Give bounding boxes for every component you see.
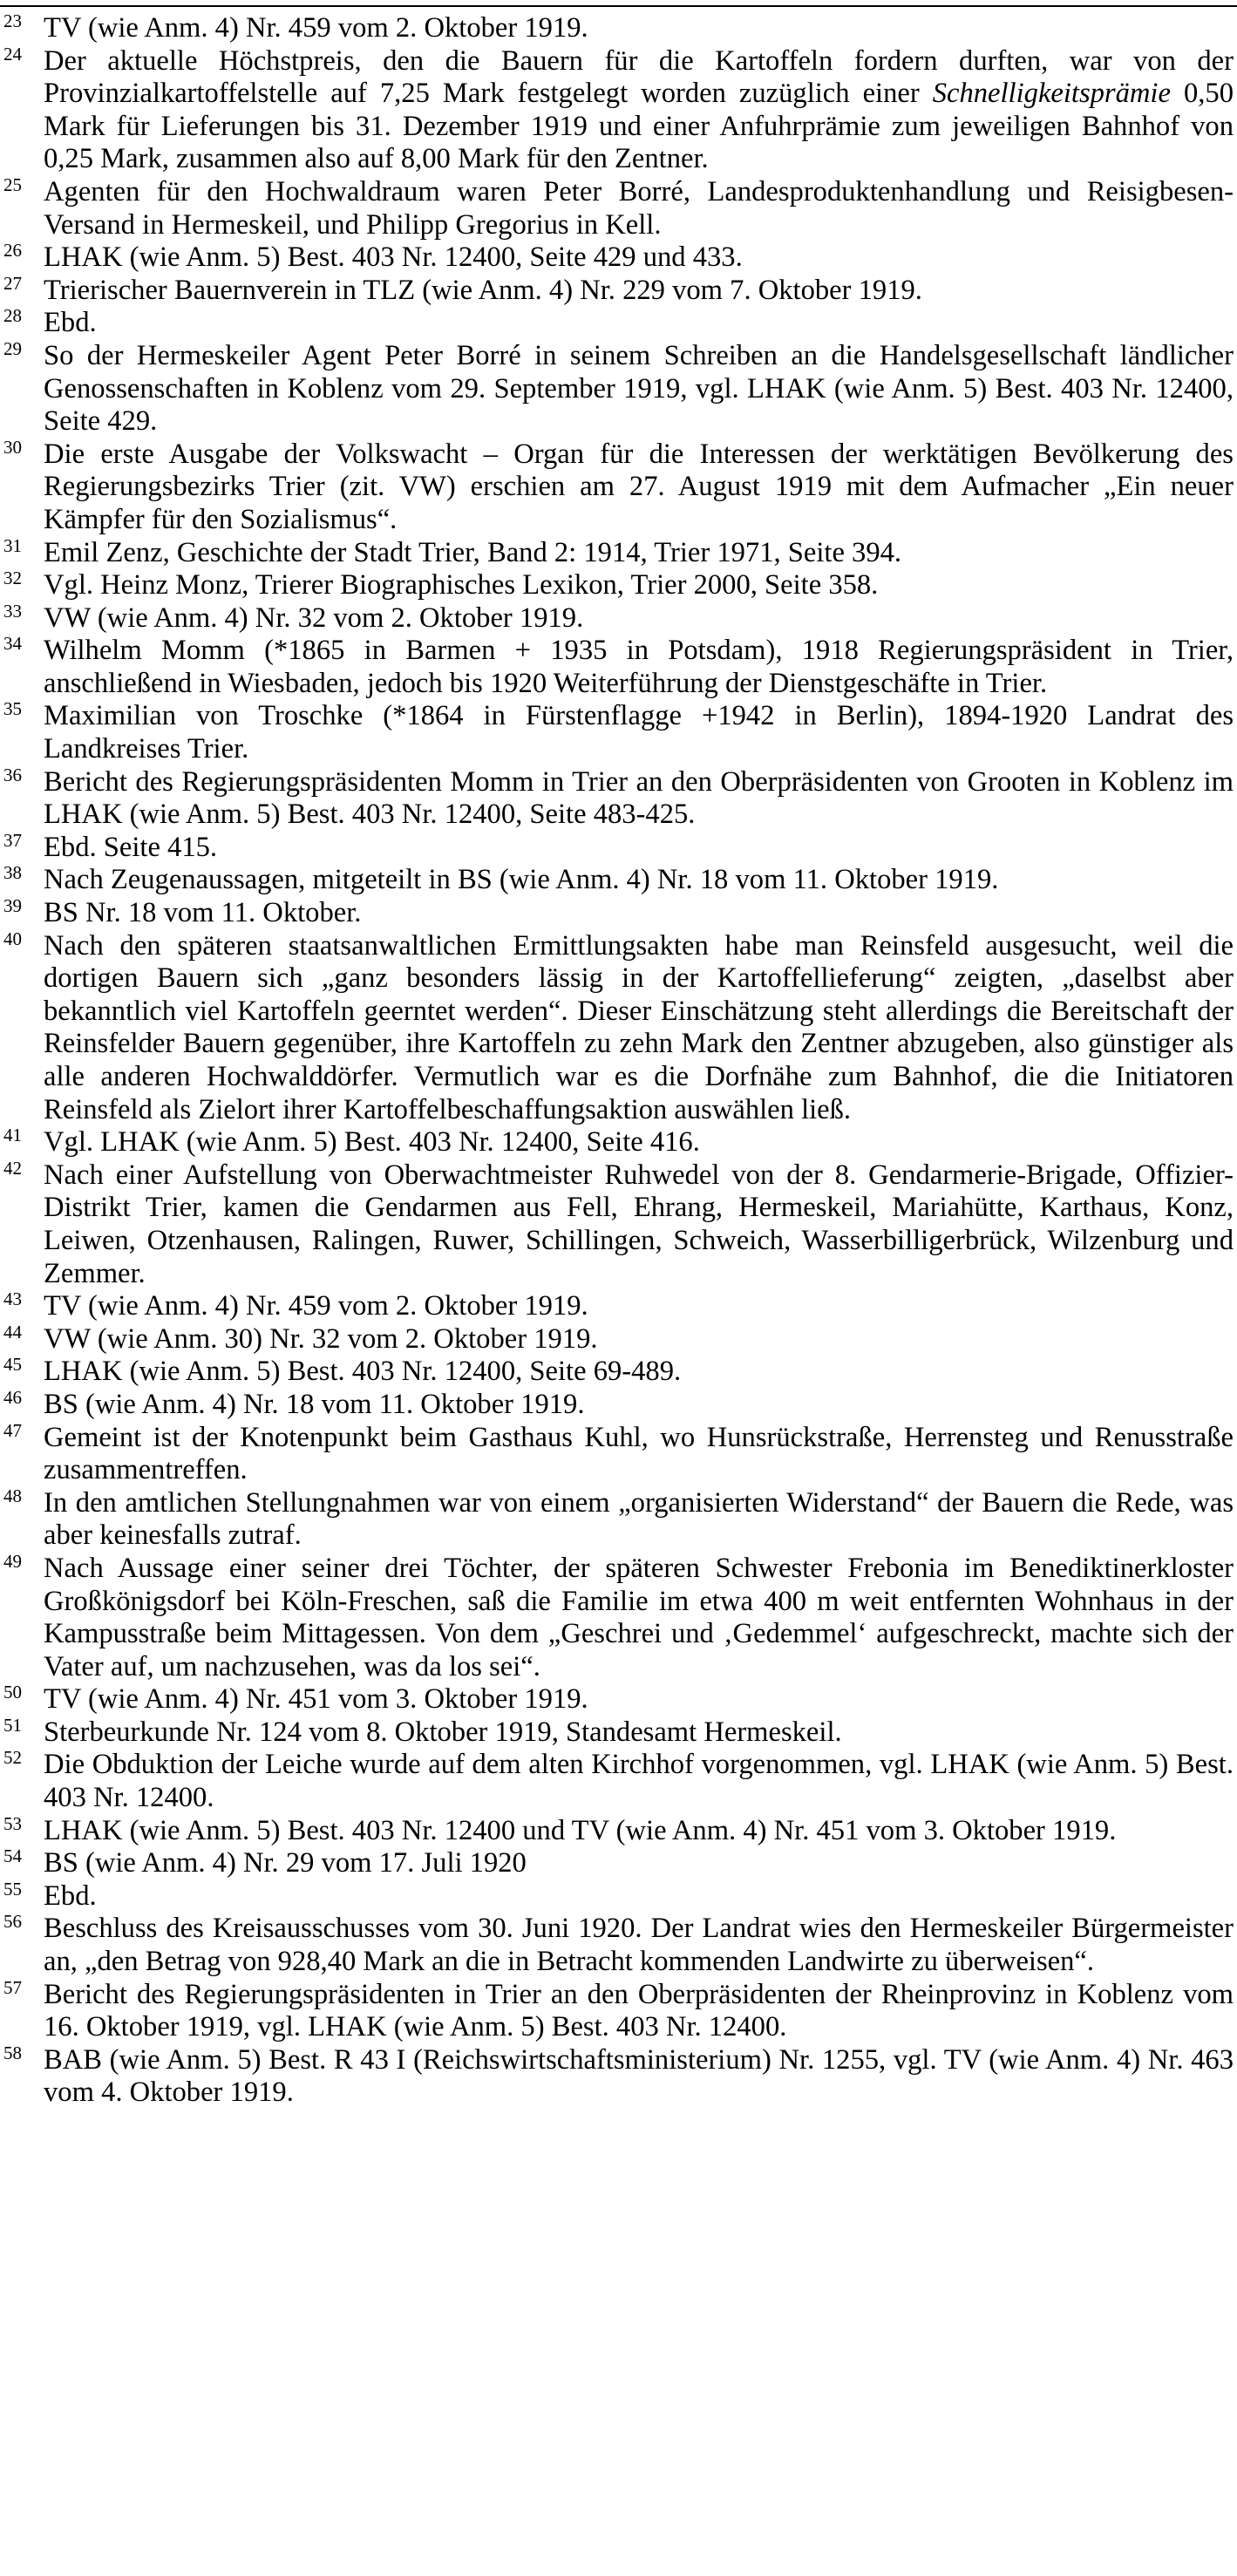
footnote — [0, 2044, 1237, 2110]
footnote-text-part: Vgl. Heinz Monz, Trierer Biographisches Lexikon, Trier 2000, Seite 358. — [44, 569, 879, 602]
footnote-text-part: Maximilian von Troschke (*1864 in Fürstenflagge +1942 in Berlin), 1894-1920 Landrat des Landkreises Trier. — [44, 700, 1234, 765]
footnote-text — [44, 176, 1234, 241]
footnote-text — [44, 1487, 1234, 1552]
footnote-text — [44, 1323, 598, 1355]
footnote-text-part: TV (wie Anm. 4) Nr. 459 vom 2. Oktober 1919. — [44, 1290, 588, 1322]
footnote-number: 29 — [3, 337, 22, 359]
footnote-text-part: Nach den späteren staatsanwaltlichen Ermittlungsakten habe man Reinsfeld ausgesucht, weil die dortigen Bauern sich „ganz besonders lässig in der Kartoffellieferung“ zeigten, „daselbst aber bekanntlich viel Kartoffeln geerntet werden“. Dieser Einschätzung steht allerdings die Bereitschaft der Reinsfelder Bauern gegenüber, ihre Kartoffeln zu zehn Mark den Zentner abzugeben, also günstiger als alle anderen Hochwalddörfer. Vermutlich war es die Dorfnähe zum Bahnhof, die die Initiatoren Reinsfeld als Zielort ihrer Kartoffelbeschaffungsaktion auswählen ließ. — [44, 929, 1234, 1125]
footnote-number: 53 — [3, 1812, 22, 1834]
footnote-text — [44, 1553, 1234, 1682]
footnote — [0, 241, 1237, 275]
footnote-number: 31 — [3, 534, 22, 556]
footnote-list — [0, 12, 1237, 2110]
footnote — [0, 1290, 1237, 1323]
footnote-text-part: Wilhelm Momm (*1865 in Barmen + 1935 in Potsdam), 1918 Regierungspräsident in Trier, anschließend in Wiesbaden, jedoch bis 1920 Weiterführung der Dienstgeschäfte in Trier. — [44, 635, 1234, 699]
footnote-text-part: Gemeint ist der Knotenpunkt beim Gasthaus Kuhl, wo Hunsrückstraße, Herrensteg und Renusstraße zusammentreffen. — [44, 1421, 1234, 1486]
footnote-text — [44, 1913, 1234, 1977]
footnote-number: 44 — [3, 1321, 22, 1342]
footnote-text-part: Ebd. Seite 415. — [44, 831, 218, 863]
footnote-number: 47 — [3, 1419, 22, 1441]
footnote-number: 23 — [3, 10, 22, 31]
footnote — [0, 1550, 1237, 1683]
footnote-text-part: Emil Zenz, Geschichte der Stadt Trier, Band 2: 1914, Trier 1971, Seite 394. — [44, 536, 902, 568]
footnote-text — [44, 1126, 700, 1158]
footnote-text — [44, 832, 217, 863]
footnote-number: 45 — [3, 1354, 22, 1376]
footnote-number: 30 — [3, 436, 22, 458]
footnote-text-part: BS (wie Anm. 4) Nr. 18 vom 11. Oktober 1919. — [44, 1388, 585, 1420]
footnote-text — [44, 1290, 588, 1322]
footnote-number: 34 — [3, 633, 22, 655]
footnote — [0, 173, 1237, 241]
footnote — [0, 1913, 1237, 1978]
footnote — [0, 272, 1237, 308]
footnote-number: 58 — [3, 2042, 22, 2063]
footnote-number: 25 — [3, 173, 22, 195]
footnote-text — [44, 1979, 1234, 2043]
footnote — [0, 1812, 1237, 1848]
footnote-number: 35 — [3, 698, 22, 720]
footnote-text — [44, 2044, 1234, 2109]
footnote — [0, 1386, 1237, 1422]
footnote-text-part: Nach Zeugenaussagen, mitgeteilt in BS (wie Anm. 4) Nr. 18 vom 11. Oktober 1919. — [44, 864, 999, 896]
footnote-text — [44, 275, 922, 306]
footnote-text — [44, 1356, 681, 1387]
footnote — [0, 766, 1237, 832]
footnote-number: 41 — [3, 1125, 22, 1146]
footnote-text-part: VW (wie Anm. 4) Nr. 32 vom 2. Oktober 1919. — [44, 602, 584, 634]
footnote-number: 28 — [3, 305, 22, 327]
footnote-text-part: TV (wie Anm. 4) Nr. 459 vom 2. Oktober 1919. — [44, 12, 588, 44]
footnote-text — [44, 700, 1234, 765]
footnote-text-part: Sterbeurkunde Nr. 124 vom 8. Oktober 1919, Standesamt Hermeskeil. — [44, 1716, 842, 1748]
footnote-text-part: Agenten für den Hochwaldraum waren Peter Borré, Landesproduktenhandlung und Reisigbesen-Versand in Hermeskeil, und Philipp Gregorius in Kell. — [44, 175, 1234, 241]
footnote — [0, 569, 1237, 602]
footnote-separator-rule — [0, 5, 1237, 7]
footnote-number: 48 — [3, 1485, 22, 1506]
footnote — [0, 1126, 1237, 1159]
footnote-text-part: TV (wie Anm. 4) Nr. 451 vom 3. Oktober 1919. — [44, 1683, 588, 1716]
footnote-number: 36 — [3, 764, 22, 785]
footnote-text — [44, 1389, 584, 1420]
footnote-number: 57 — [3, 1976, 22, 1998]
footnote — [0, 1716, 1237, 1750]
footnote-text-part: LHAK (wie Anm. 5) Best. 403 Nr. 12400, Seite 69-489. — [44, 1356, 682, 1388]
footnote-number: 40 — [3, 928, 22, 949]
footnote-text — [44, 766, 1234, 831]
footnote-number: 33 — [3, 600, 22, 622]
footnote-text-part: BS Nr. 18 vom 11. Oktober. — [44, 897, 362, 929]
footnote-text — [44, 1880, 97, 1912]
footnote-text — [44, 569, 878, 601]
footnote-text — [44, 897, 361, 928]
footnote-text-part: BAB (wie Anm. 5) Best. R 43 I (Reichswirtschaftsministerium) Nr. 1255, vgl. TV (wie Anm. 4) Nr. 463 vom 4. Oktober 1919. — [44, 2043, 1234, 2109]
footnote-text — [44, 602, 583, 634]
footnote — [0, 1847, 1237, 1880]
footnote — [0, 438, 1237, 537]
footnote-text-part: In den amtlichen Stellungnahmen war von einem „organisierten Widerstand“ der Bauern die Rede, was aber keinesfalls zutraf. — [44, 1486, 1234, 1552]
footnote — [0, 897, 1237, 930]
footnote-number: 52 — [3, 1747, 22, 1769]
footnote — [0, 1880, 1237, 1913]
footnote-text-part: LHAK (wie Anm. 5) Best. 403 Nr. 12400, Seite 429 und 433. — [44, 241, 743, 274]
footnote — [0, 1976, 1237, 2044]
footnote — [0, 534, 1237, 570]
footnote-number: 46 — [3, 1386, 22, 1408]
footnote-number: 27 — [3, 272, 22, 294]
footnote-text — [44, 241, 743, 273]
footnote-text-part: Die Obduktion der Leiche wurde auf dem alten Kirchhof vorgenommen, vgl. LHAK (wie Anm. 5) Best. 403 Nr. 12400. — [44, 1749, 1234, 1814]
footnote — [0, 1356, 1237, 1389]
footnote-text — [44, 12, 588, 44]
footnote — [0, 337, 1237, 438]
footnote-number: 38 — [3, 862, 22, 884]
footnote — [0, 1419, 1237, 1487]
footnote-text-part: Der aktuelle Höchstpreis, den die Bauern für die Kartoffeln fordern durften, war von der Provinzialkartoffelstelle auf 7,25 Mark festgelegt worden zuzüglich einer — [44, 44, 1234, 110]
footnote-number: 54 — [3, 1845, 22, 1867]
footnote-text — [44, 307, 97, 338]
footnote-text-part: Die erste Ausgabe der Volkswacht – Organ für die Interessen der werktätigen Bevölkerung des Regierungsbezirks Trier (zit. VW) erschien am 27. August 1919 mit dem Aufmacher „Ein neuer Kämpfer für den Sozialismus“. — [44, 438, 1234, 535]
footnote — [0, 635, 1237, 700]
footnote-text-part: Bericht des Regierungspräsidenten Momm in Trier an den Oberpräsidenten von Grooten in Koblenz im LHAK (wie Anm. 5) Best. 403 Nr. 12400, Seite 483-425. — [44, 765, 1234, 831]
footnote — [0, 700, 1237, 765]
footnote-number: 32 — [3, 568, 22, 589]
footnote — [0, 1749, 1237, 1814]
footnote-text — [44, 1716, 842, 1748]
footnote-text-part: Vgl. LHAK (wie Anm. 5) Best. 403 Nr. 12400, Seite 416. — [44, 1126, 700, 1159]
footnote — [0, 1683, 1237, 1716]
footnote-number: 49 — [3, 1550, 22, 1572]
footnote-number: 55 — [3, 1878, 22, 1900]
footnote — [0, 829, 1237, 865]
footnote — [0, 1323, 1237, 1356]
footnote-text-part: BS (wie Anm. 4) Nr. 29 vom 17. Juli 1920 — [44, 1847, 527, 1879]
footnote-text — [44, 1749, 1234, 1813]
footnote-text-part: Nach einer Aufstellung von Oberwachtmeister Ruhwedel von der 8. Gendarmerie-Brigade, Offizier-Distrikt Trier, kamen die Gendarmen aus Fell, Ehrang, Hermeskeil, Mariahütte, Karthaus, Konz, Leiwen, Otzenhausen, Ralingen, Ruwer, Schillingen, Schweich, Wasserbilligerbrück, Wilzenburg und Zemmer. — [44, 1159, 1234, 1289]
footnote-text-part: Bericht des Regierungspräsidenten in Trier an den Oberpräsidenten der Rheinprovinz in Koblenz vom 16. Oktober 1919, vgl. LHAK (wie Anm. 5) Best. 403 Nr. 12400. — [44, 1978, 1234, 2043]
footnote-text-part: Nach Aussage einer seiner drei Töchter, der späteren Schwester Frebonia im Benediktinerkloster Großkönigsdorf bei Köln-Freschen, saß die Familie im etwa 400 m weit entfernten Wohnhaus in der Kampusstraße beim Mittagessen. Von dem „Geschrei und ‚Gedemmel‘ aufgeschreckt, machte sich der Vater auf, um nachzusehen, was da los sei“. — [44, 1552, 1234, 1682]
footnote-text — [44, 438, 1234, 535]
footnote — [0, 602, 1237, 636]
footnote-text-part: LHAK (wie Anm. 5) Best. 403 Nr. 12400 und TV (wie Anm. 4) Nr. 451 vom 3. Oktober 1919. — [44, 1814, 1117, 1846]
footnote-number: 42 — [3, 1157, 22, 1179]
footnote-text — [44, 864, 998, 895]
footnote — [0, 930, 1237, 1127]
footnote-text-part: 0,50 Mark für Lieferungen bis 31. Dezember 1919 und einer Anfuhrprämie zum jeweiligen Bahnhof von 0,25 Mark, zusammen also auf 8,00 Mark für den Zentner. — [44, 78, 1234, 175]
footnote-number: 43 — [3, 1288, 22, 1310]
footnote-text-part: Beschluss des Kreisausschusses vom 30. Juni 1920. Der Landrat wies den Hermeskeiler Bürgermeister an, „den Betrag von 928,40 Mark an die in Betracht kommenden Landwirte zu überweisen“. — [44, 1913, 1234, 1978]
footnote-text — [44, 1683, 588, 1715]
footnote — [0, 864, 1237, 897]
footnote-text — [44, 1422, 1234, 1486]
footnote — [0, 1159, 1237, 1290]
footnote — [0, 307, 1237, 340]
footnote-number: 50 — [3, 1682, 22, 1703]
footnote-number: 24 — [3, 43, 22, 65]
footnote-text — [44, 340, 1234, 437]
footnote-text-part: Ebd. — [44, 1879, 97, 1912]
footnote — [0, 45, 1237, 176]
footnote-text — [44, 1847, 527, 1879]
footnote-text — [44, 45, 1234, 175]
footnote-text — [44, 635, 1234, 699]
footnote — [0, 1487, 1237, 1553]
footnote-text-part: VW (wie Anm. 30) Nr. 32 vom 2. Oktober 1919. — [44, 1322, 598, 1355]
footnote-number: 51 — [3, 1714, 22, 1736]
footnote-number: 39 — [3, 895, 22, 917]
footnote-number: 37 — [3, 829, 22, 851]
footnote-text — [44, 1815, 1116, 1846]
footnote-text-part: Ebd. — [44, 307, 97, 339]
footnote-text — [44, 930, 1234, 1125]
footnote — [0, 12, 1237, 45]
footnote-text-italic: Schnelligkeitsprämie — [932, 78, 1171, 110]
footnote-text — [44, 1159, 1234, 1289]
footnote-number: 56 — [3, 1911, 22, 1933]
footnote-number: 26 — [3, 240, 22, 262]
footnote-text-part: So der Hermeskeiler Agent Peter Borré in seinem Schreiben an die Handelsgesellschaft ländlicher Genossenschaften in Koblenz vom 29. September 1919, vgl. LHAK (wie Anm. 5) Best. 403 Nr. 12400, Seite 429. — [44, 339, 1234, 438]
footnote-text-part: Trierischer Bauernverein in TLZ (wie Anm. 4) Nr. 229 vom 7. Oktober 1919. — [44, 274, 922, 306]
footnote-text — [44, 537, 901, 568]
